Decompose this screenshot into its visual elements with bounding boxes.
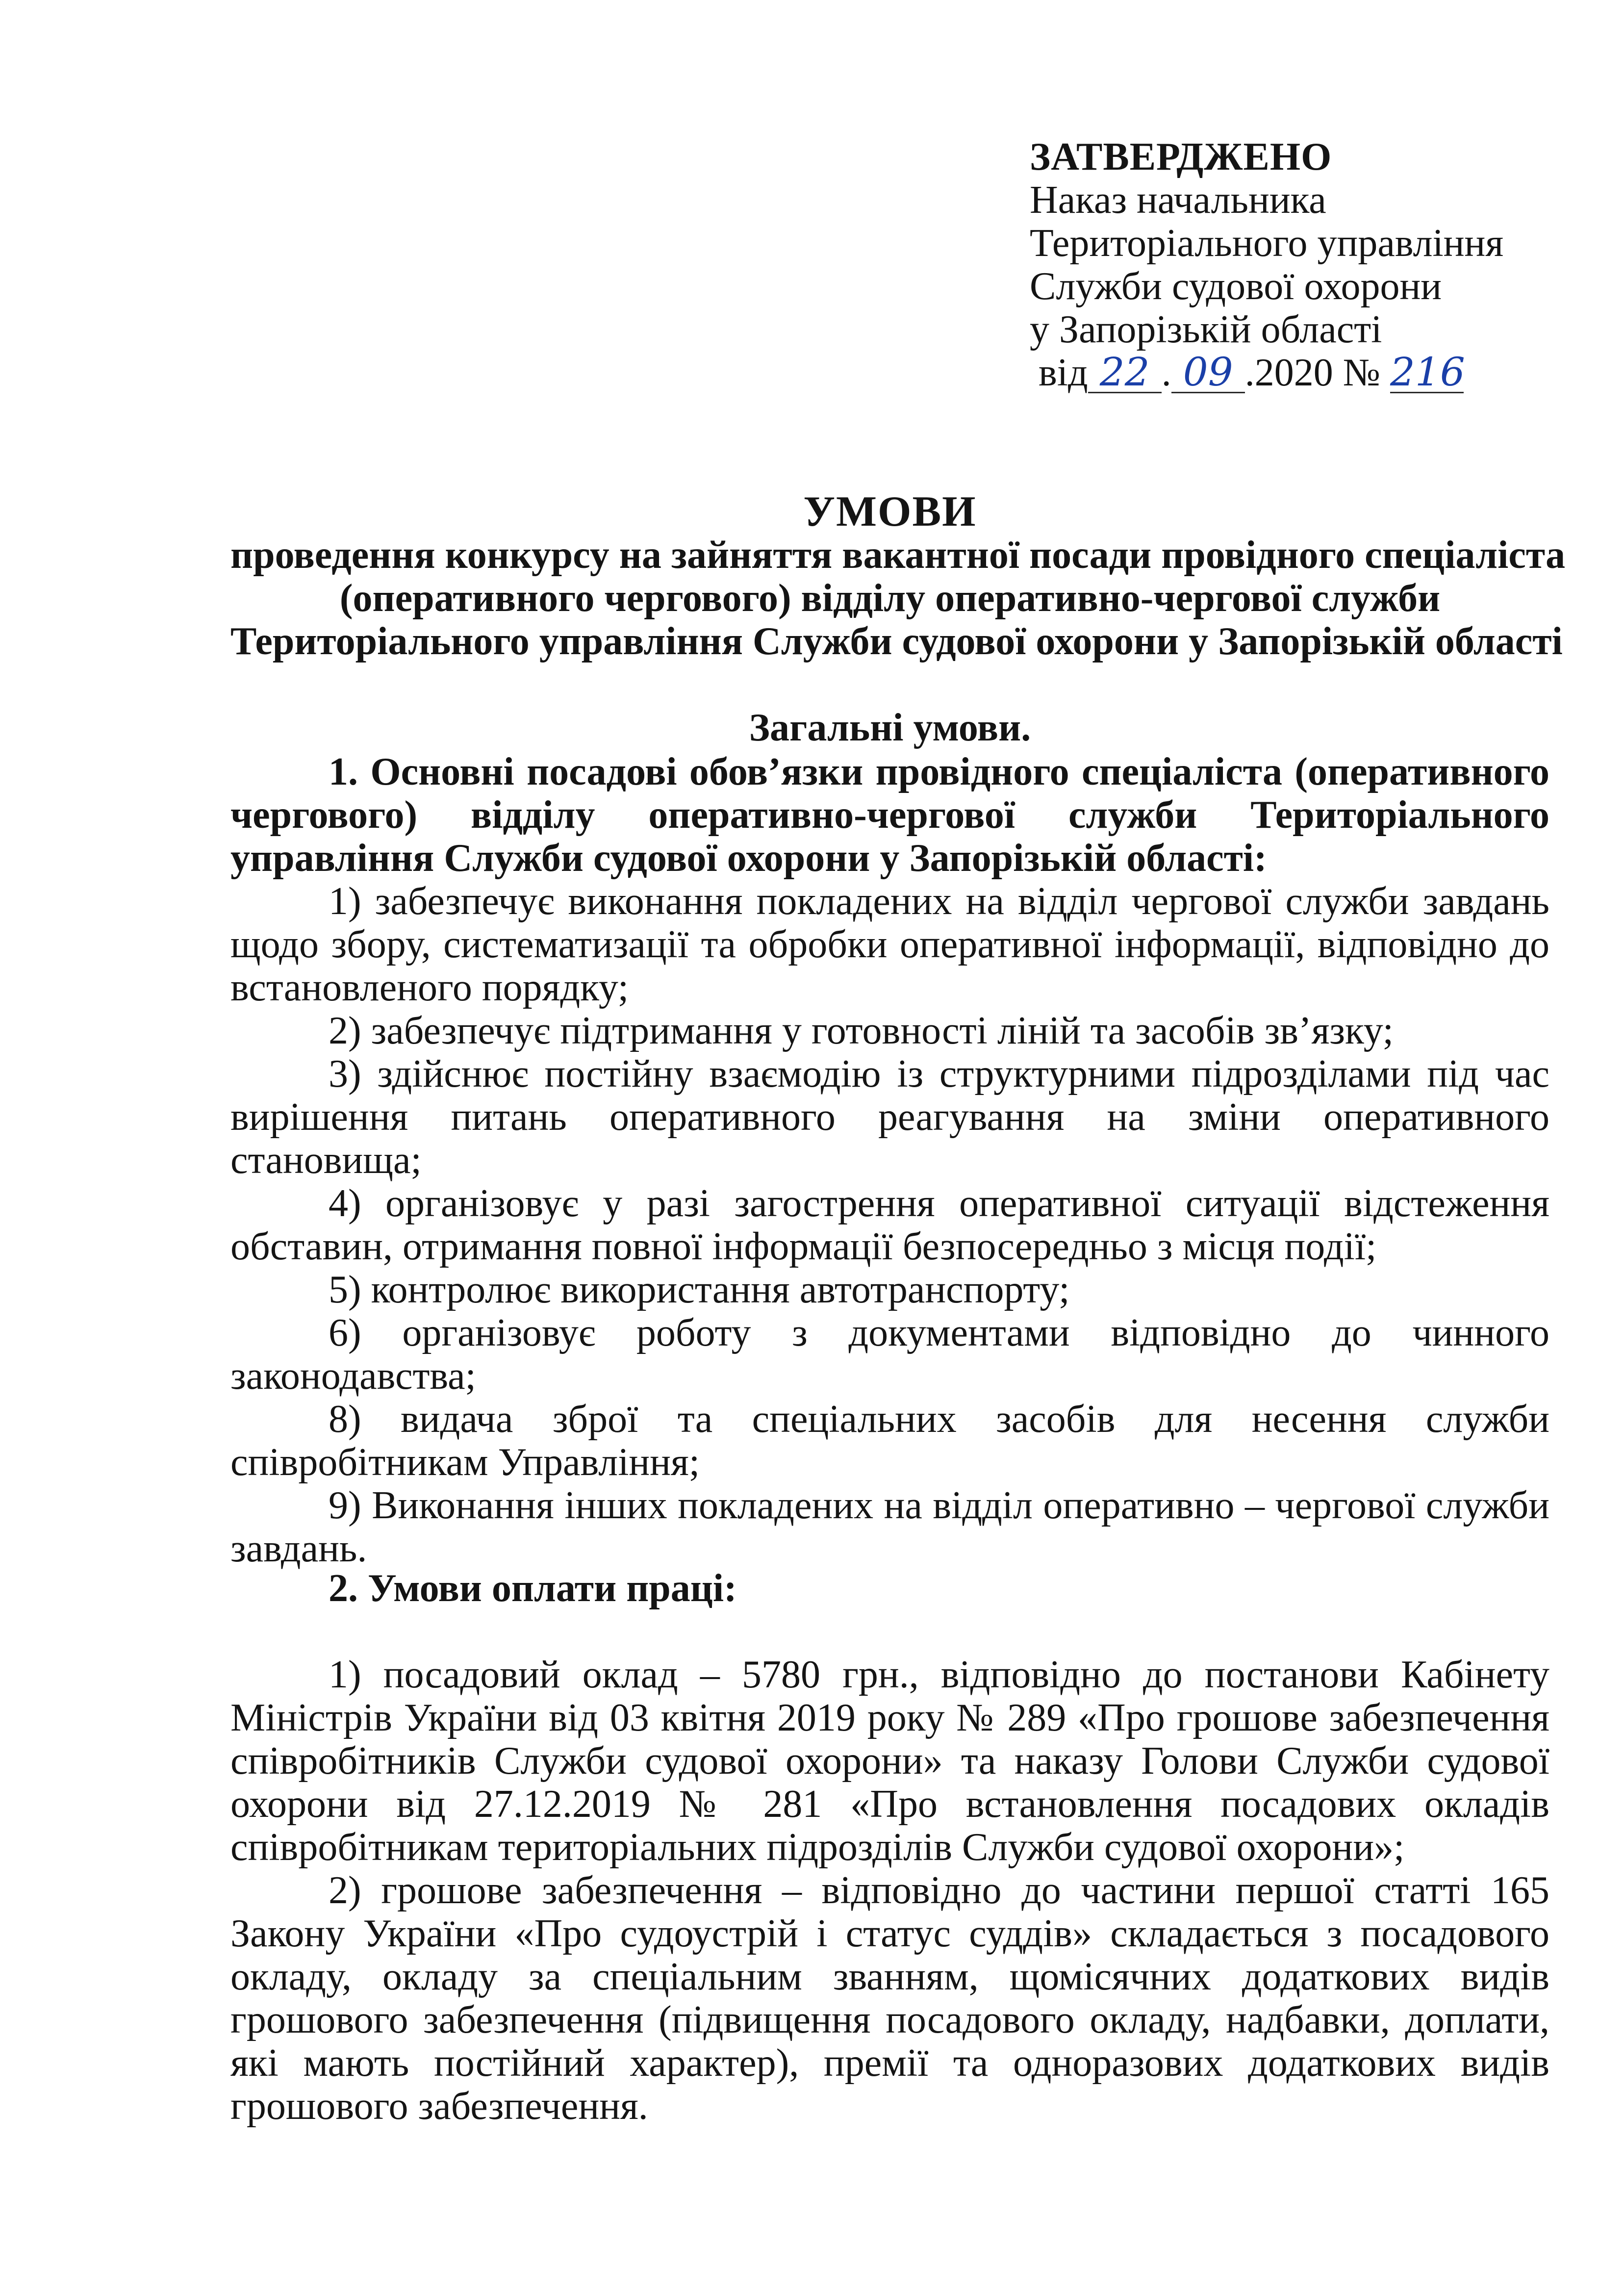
date-year: .2020 №	[1244, 351, 1381, 394]
handwritten-month: 09	[1171, 353, 1245, 393]
date-prefix: від	[1039, 351, 1088, 394]
document-heading	[230, 488, 1566, 663]
general-conditions-title: Загальні умови.	[749, 706, 1031, 749]
duty-item: 1) забезпечує виконання покладених на відділ чергової служби завдань щодо збору, систематизації та обробки оперативної інформації, відповідно до встановленого порядку;	[230, 880, 1549, 1009]
section-2	[230, 1567, 1549, 2128]
approval-line: Служби судової охорони	[1030, 265, 1442, 308]
heading-line: Територіального управління Служби судової охорони у Запорізькій області	[230, 620, 1563, 663]
date-separator: .	[1161, 351, 1171, 394]
approval-line: у Запорізькій області	[1030, 308, 1382, 351]
duty-item: 2) забезпечує підтримання у готовності ліній та засобів зв’язку;	[329, 1009, 1394, 1052]
duty-item: 6) організовує роботу з документами відповідно до чинного законодавства;	[230, 1311, 1549, 1398]
approval-line: Територіального управління	[1030, 222, 1504, 265]
duty-item: 4) організовує у разі загострення оперативної ситуації відстеження обставин, отримання повної інформації безпосередньо з місця події;	[230, 1182, 1549, 1268]
section-1-heading: 1. Основні посадові обов’язки провідного спеціаліста (оперативного чергового) відділу оперативно-чергової служби Територіального управління Служби судової охорони у Запорізькій області:	[230, 750, 1549, 880]
heading-line: проведення конкурсу на зайняття вакантної посади провідного спеціаліста	[230, 534, 1566, 577]
duty-item: 3) здійснює постійну взаємодію із структурними підрозділами під час вирішення питань оперативного реагування на зміни оперативного становища;	[230, 1052, 1549, 1182]
approval-block	[1030, 135, 1594, 394]
approval-date-line	[1030, 351, 1594, 394]
heading-line: (оперативного чергового) відділу оперативно-чергової служби	[339, 577, 1441, 620]
duty-item: 5) контролює використання автотранспорту;	[329, 1268, 1070, 1311]
pay-item: 2) грошове забезпечення – відповідно до частини першої статті 165 Закону України «Про судоустрій і статус суддів» складається з посадового окладу, окладу за спеціальним званням, щомісячних додаткових видів грошового забезпечення (підвищення посадового окладу, надбавки, доплати, які мають постійний характер), премії та одноразових додаткових видів грошового забезпечення.	[230, 1869, 1549, 2128]
document-title: УМОВИ	[803, 488, 977, 535]
pay-item: 1) посадовий оклад – 5780 грн., відповідно до постанови Кабінету Міністрів України від 03 квітня 2019 року № 289 «Про грошове забезпечення співробітників Служби судової охорони» та наказу Голови Служби судової охорони від 27.12.2019 № 281 «Про встановлення посадових окладів співробітникам територіальних підрозділів Служби судової охорони»;	[230, 1653, 1549, 1869]
section-1	[230, 750, 1549, 1570]
approval-title: ЗАТВЕРДЖЕНО	[1030, 135, 1332, 178]
duty-item: 9) Виконання інших покладених на відділ оперативно – чергової служби завдань.	[230, 1484, 1549, 1570]
section-2-heading: 2. Умови оплати праці:	[329, 1567, 737, 1610]
handwritten-day: 22	[1088, 353, 1162, 393]
duty-item: 8) видача зброї та спеціальних засобів для несення служби співробітникам Управління;	[230, 1398, 1549, 1484]
handwritten-order-number: 216	[1390, 349, 1465, 395]
approval-line: Наказ начальника	[1030, 178, 1326, 222]
